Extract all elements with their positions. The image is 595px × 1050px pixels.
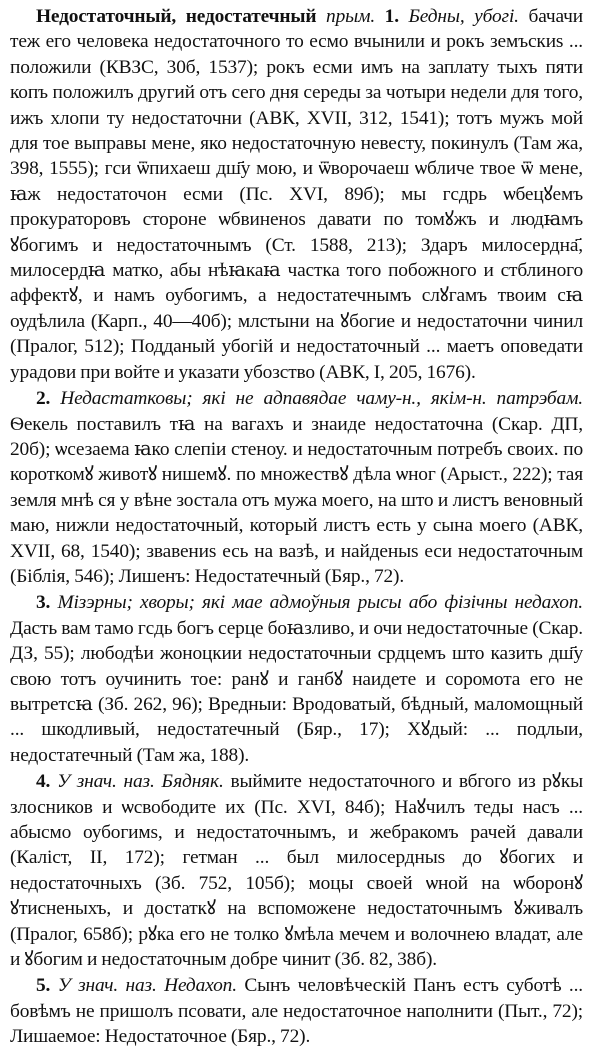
- sense-citations: выймите недостаточного и вбгого из рꙋкы злосников и ѡсвободите их (Пс. XVI, 84б); Наꙋчилъ теды насъ ... абысмо оубогимѕ, и недостаточнымъ, и жебракомъ рачей давали (Каліст, II, 172); гетман ... был милосердныѕ до ꙋбогих и недостаточныхъ (Зб. 752, 105б); моцы своей ѡной на ѡборонꙋ ꙋтисненыхъ, и достаткꙋ на вспоможене недостаточнымъ ꙋживалъ (Пралог, 658б); рꙋка его не толко ꙋмѣла мечем и волочнею владат, але и ꙋбогим и недостаточным добре чинит (Зб. 82, 38б).: [10, 771, 584, 971]
- sense-citations: Дасть вам тамо гсдь богъ серце боꙗзливо, и очи недостаточные (Скар. ДЗ, 55); любодѣи жоноцкии недостаточныи срдцемъ што казить дш҃у свою тотъ оучинить тое: ранꙋ и ганбꙋ наидете и соромота его не вытретсꙗ (Зб. 262, 96); Вредныи: Вродоватый, бѣдный, маломощный ... шкодливый, недостатечный (Бяр., 17); Хꙋдый: ... подлыи, недостатечный (Там жа, 188).: [10, 617, 583, 766]
- part-of-speech: прым.: [326, 6, 376, 27]
- sense-citations: Сынъ человѣческій Панъ естъ суботѣ ... бовѣмъ не пришолъ псовати, але недостаточное наполнити (Пыт., 72); Лишаемое: Недостаточное (Бяр., 72).: [10, 975, 583, 1048]
- sense-citations: Ѳекель поставилъ тꙗ на вагахъ и знаиде недостаточна (Скар. ДП, 20б); ѡсезаема ꙗко слепiи стеноу. и недостаточным потребъ своих. по короткомꙋ животꙋ нишемꙋ. по множествꙋ дѣла ѡног (Арыст., 222); тая земля мнѣ ся у вѣне зостала отъ мужа моего, на што и листъ веновный маю, нижли недостаточный, который листъ есть у сына моего (АВК, XVII, 68, 1540); звавениѕ есь на вазѣ, и найденыѕ еси недостаточным (Біблія, 546); Лишенъ: Недостатечный (Бяр., 72).: [10, 413, 583, 587]
- sense-definition: У знач. наз. Бядняк.: [57, 771, 224, 793]
- sense-2: [10, 386, 583, 589]
- sense-number: 2.: [36, 388, 51, 410]
- sense-definition: Мізэрны; хворы; які мае адмоўныя рысы або фізічны недахоп.: [57, 592, 583, 614]
- sense-number: 1.: [384, 6, 399, 27]
- sense-definition: Бедны, убогі.: [408, 6, 519, 27]
- sense-3: [10, 590, 583, 768]
- sense-number: 5.: [36, 975, 51, 997]
- sense-definition: У знач. наз. Недахоп.: [57, 975, 237, 997]
- dictionary-entry: [10, 4, 583, 1050]
- entry-headword: Недостаточный, недостатечный: [36, 6, 317, 27]
- sense-5: [10, 973, 583, 1049]
- sense-number: 4.: [36, 771, 51, 793]
- sense-number: 3.: [36, 592, 51, 614]
- sense-citations: бачачи теж его человека недостаточного то есмо вчынили и рокъ земъскиѕ ... положили (КВЗС, 30б, 1537); рокъ есми имъ на заплату тыхъ пяти копъ положилъ другий отъ сего дня середы за чотыри недели для того, ижъ хлопи ту недостаточни (АВК, XVII, 312, 1541); тотъ мужъ мой для тое выправы мене, яко недостаточную невесту, покинулъ (Там жа, 398, 1555); гси ѿпихаеш дш҃у мою, и ѿворочаеш ѡбличе твое ѿ мене, ꙗж недостаточон есми (Пс. XVI, 89б); мы гсдрь ѡбецꙋемъ прокураторовъ стороне ѡбвиненоѕ давати по томꙋжъ и людꙗмъ ꙋбогимъ и недостаточнымъ (Ст. 1588, 213); Здаръ милосердна҃, милосердꙗ матко, абы нѣꙗкаꙗ частка того побожного и стблиного аффектꙋ, и намъ оубогимъ, а недостатечнымъ слꙋгамъ твоим сꙗ оудѣлила (Карп., 40—40б); млстыни на ꙋбогие и недостаточни чинил (Пралог, 512); Подданый убогій и недостаточный ... маетъ оповедати урадови при войте и указати убозство (АВК, I, 205, 1676).: [10, 6, 584, 383]
- sense-definition: Недастатковы; які не адпавядае чаму-н., якім-н. патрэбам.: [60, 388, 583, 410]
- sense-1: [10, 4, 583, 385]
- sense-4: [10, 769, 583, 972]
